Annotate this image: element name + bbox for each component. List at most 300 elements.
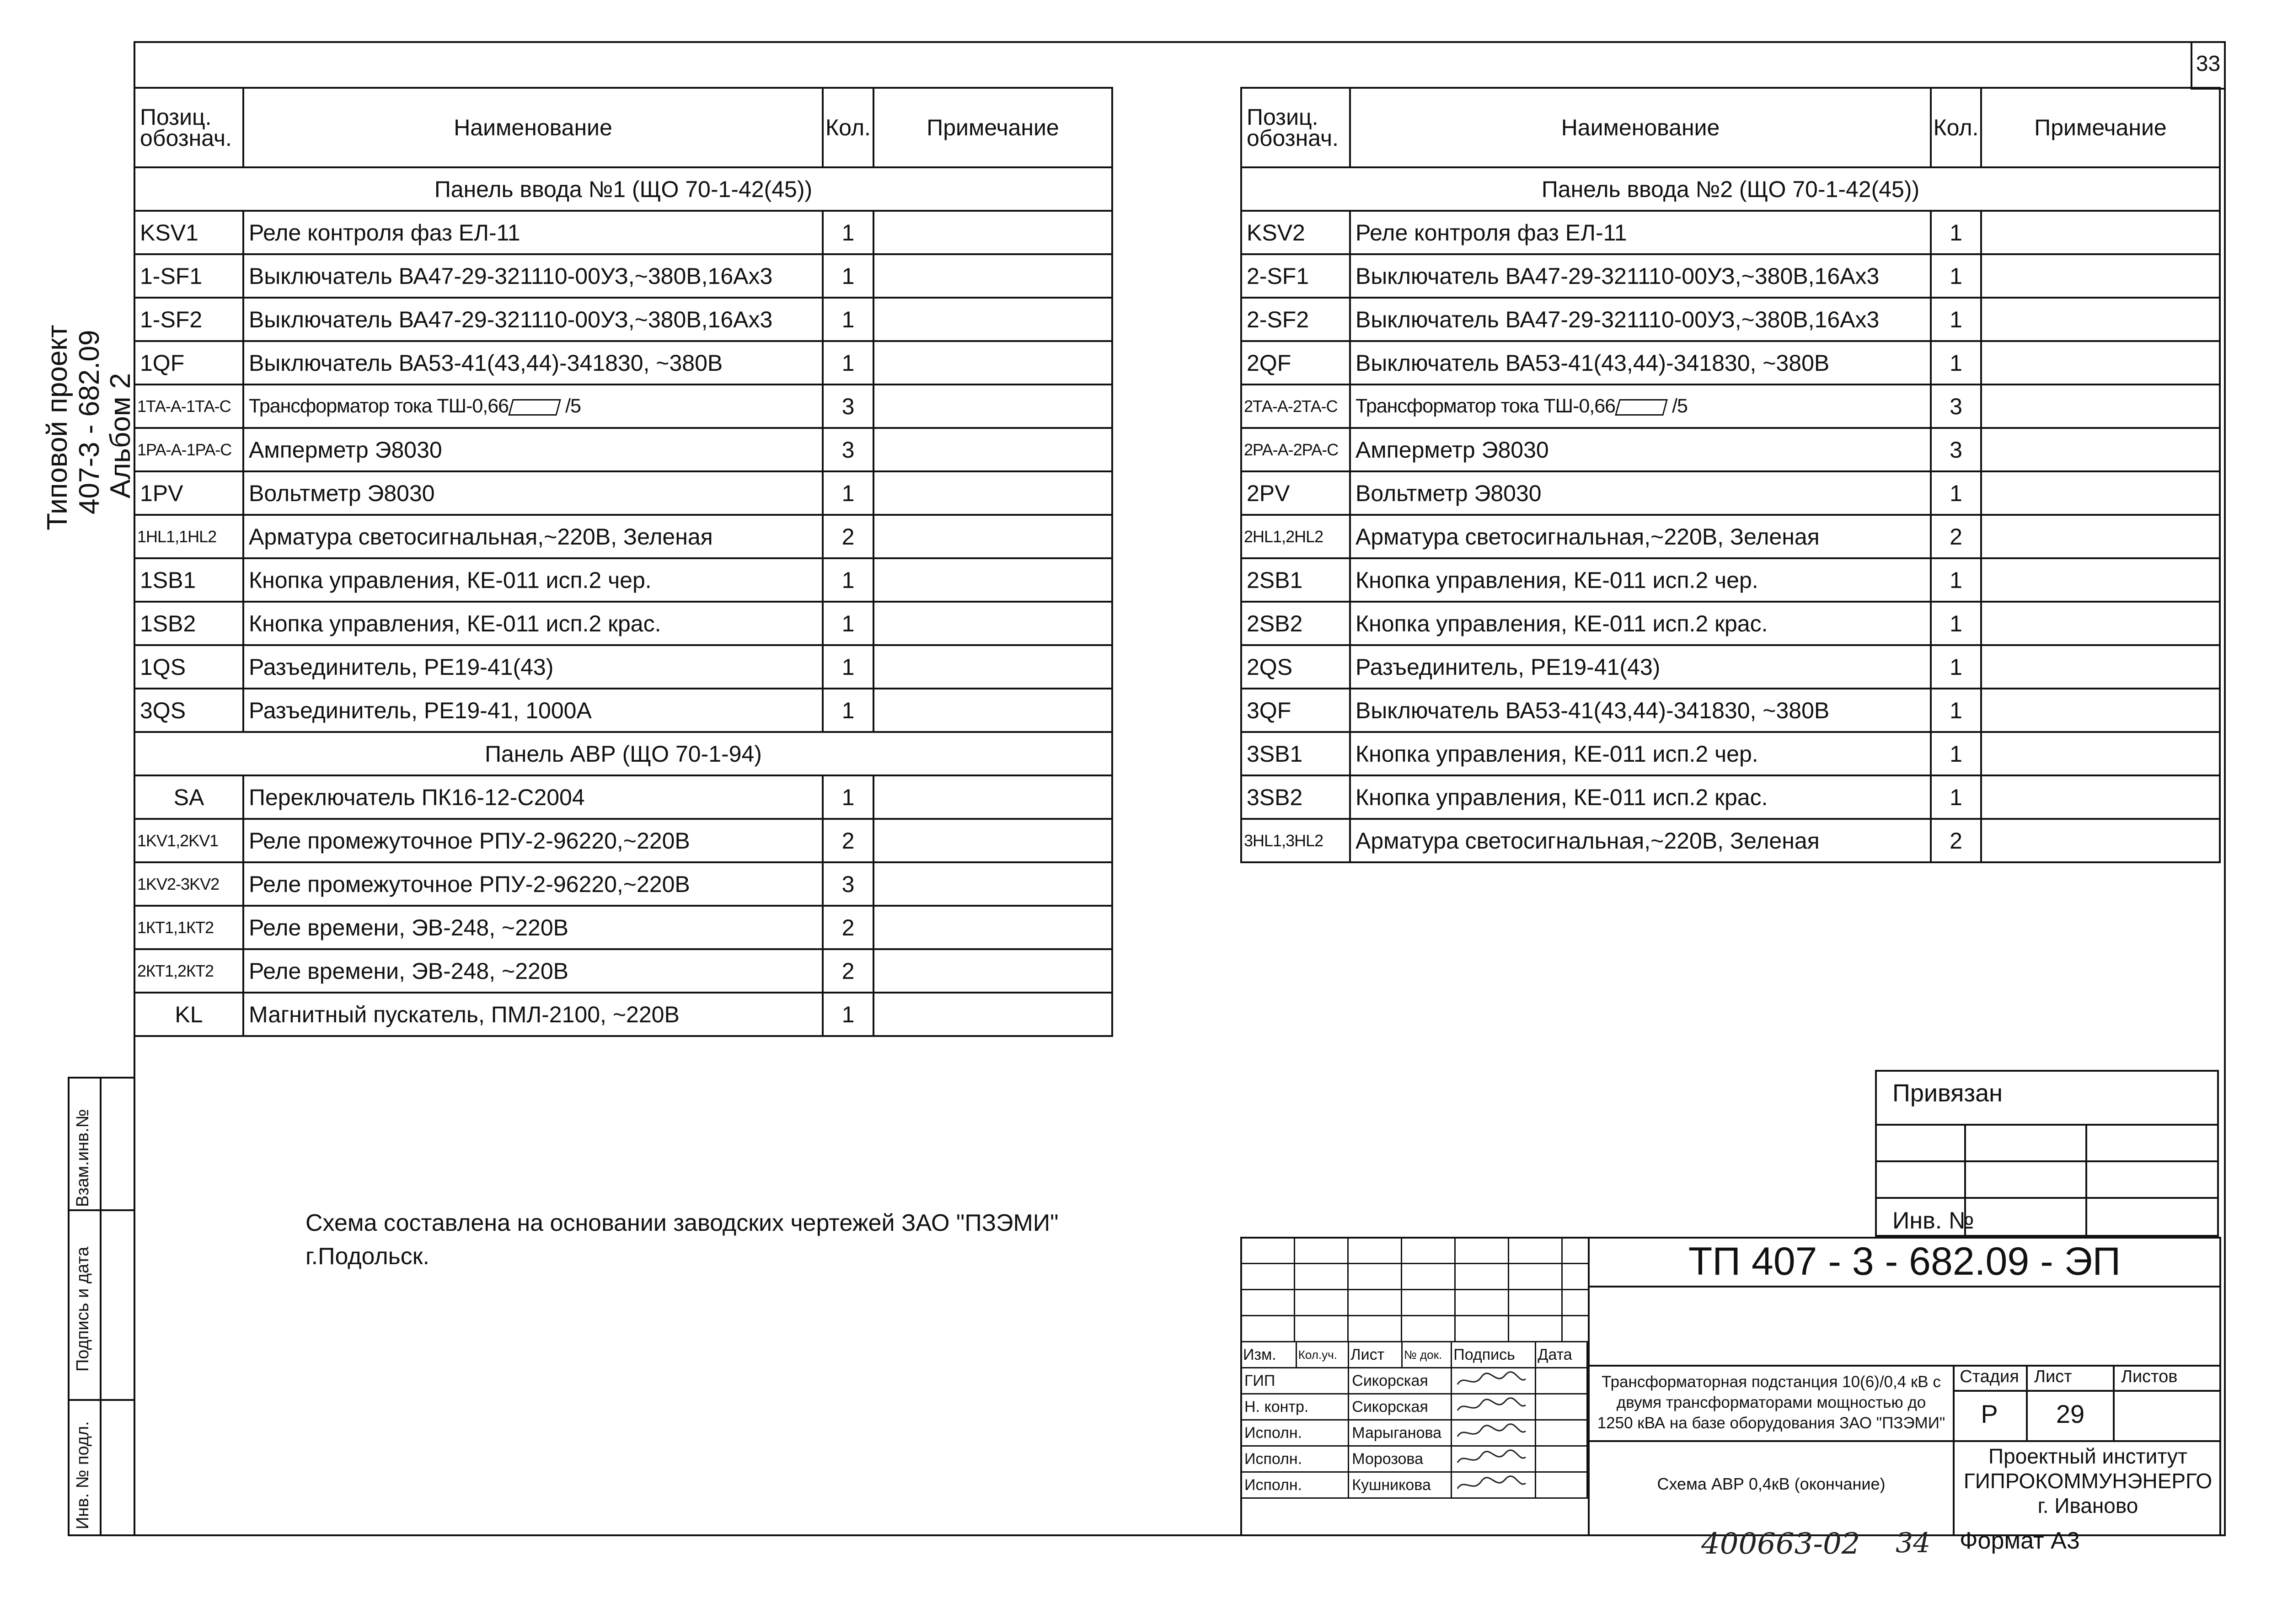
sheet-number: 33: [2196, 52, 2221, 76]
position-cell: 3QS: [134, 689, 243, 732]
title-col-headers: [1241, 1342, 1587, 1368]
table-row: [1241, 558, 2220, 602]
name-cell: Кнопка управления, КЕ-011 исп.2 крас.: [1350, 775, 1931, 819]
note-cell: [873, 428, 1112, 471]
revision-cell: [1241, 1264, 1295, 1290]
note-cell: [873, 862, 1112, 906]
role-cell: Исполн.: [1241, 1472, 1349, 1498]
position-cell: 2PV: [1241, 471, 1350, 515]
quantity-cell: 1: [1931, 341, 1981, 385]
handwritten-signature-icon: [1455, 1397, 1528, 1417]
privyazan-inv: Инв. №: [1892, 1207, 1974, 1234]
quantity-cell: 1: [1931, 211, 1981, 254]
footer-format: Формат А3: [1960, 1528, 2080, 1554]
section-row: [134, 732, 1112, 775]
name-cell: Вольтметр Э8030: [243, 471, 823, 515]
title-col-header: Лист: [1349, 1342, 1402, 1368]
sheet-value: 29: [2056, 1400, 2085, 1428]
org-line3: г. Иваново: [2037, 1494, 2138, 1517]
blank-field: [508, 399, 561, 416]
table-row: [134, 645, 1112, 689]
quantity-cell: 1: [823, 471, 873, 515]
revision-cell: [1509, 1316, 1562, 1342]
title-col-header: Дата: [1536, 1342, 1587, 1368]
note-cell: [873, 602, 1112, 645]
privyazan-title: Привязан: [1892, 1079, 2003, 1107]
org-block: [1955, 1444, 2221, 1518]
table-row: [134, 819, 1112, 862]
name-cell: Реле времени, ЭВ-248, ~220В: [243, 949, 823, 993]
table-row: [134, 341, 1112, 385]
name-cell: Выключатель ВА47-29-321110-00УЗ,~380В,16Ах3: [1350, 298, 1931, 341]
table-row: [1241, 298, 2220, 341]
note-cell: [873, 906, 1112, 949]
quantity-cell: 1: [1931, 775, 1981, 819]
table-row: [134, 775, 1112, 819]
note-cell: [1981, 515, 2220, 558]
position-cell: 3SB1: [1241, 732, 1350, 775]
revision-cell: [1562, 1264, 1589, 1290]
privyazan-vline2: [2085, 1124, 2087, 1237]
note-cell: [1981, 819, 2220, 862]
note-cell: [1981, 732, 2220, 775]
position-cell: KSV2: [1241, 211, 1350, 254]
left-margin-divider: [100, 1077, 102, 1536]
quantity-cell: 1: [1931, 558, 1981, 602]
table-row: [1241, 471, 2220, 515]
title-col-header: Подпись: [1452, 1342, 1536, 1368]
quantity-cell: 1: [823, 689, 873, 732]
header-note: Примечание: [1981, 88, 2220, 167]
section-row: [1241, 167, 2220, 211]
table-row: [1241, 254, 2220, 298]
quantity-cell: 3: [1931, 428, 1981, 471]
position-cell: 1SB2: [134, 602, 243, 645]
quantity-cell: 1: [1931, 689, 1981, 732]
note-cell: [1981, 428, 2220, 471]
note-cell: [1981, 775, 2220, 819]
side-stamp-line3: Альбом 2: [105, 373, 136, 498]
org-line2: ГИПРОКОММУНЭНЕРГО: [1963, 1469, 2213, 1493]
handwritten-signature-icon: [1455, 1475, 1528, 1495]
position-cell: 3HL1,3HL2: [1241, 819, 1350, 862]
table-row: [1241, 689, 2220, 732]
signature-cell: [1452, 1472, 1536, 1498]
note-cell: [873, 993, 1112, 1036]
revision-cell: [1509, 1238, 1562, 1264]
note-cell: [1981, 689, 2220, 732]
person-name-cell: Сикорская: [1349, 1368, 1452, 1394]
role-cell: ГИП: [1241, 1368, 1349, 1394]
header-qty: Кол.: [823, 88, 873, 167]
name-text: Трансформатор тока ТШ-0,66: [249, 395, 509, 417]
name-cell: Кнопка управления, КЕ-011 исп.2 чер.: [243, 558, 823, 602]
revision-cell: [1241, 1316, 1295, 1342]
note-cell: [873, 341, 1112, 385]
table-row: [134, 862, 1112, 906]
name-text: Трансформатор тока ТШ-0,66: [1355, 395, 1616, 417]
note-line2: г.Подольск.: [305, 1243, 429, 1270]
revision-cell: [1455, 1316, 1509, 1342]
note-cell: [873, 949, 1112, 993]
quantity-cell: 1: [823, 993, 873, 1036]
footer-handwritten-code: 400663-02: [1701, 1527, 1860, 1561]
name-cell: Реле времени, ЭВ-248, ~220В: [243, 906, 823, 949]
table-row: [134, 428, 1112, 471]
note-cell: [1981, 645, 2220, 689]
table-row: [134, 298, 1112, 341]
position-cell: SA: [134, 775, 243, 819]
revision-cell: [1509, 1264, 1562, 1290]
table-row: [134, 993, 1112, 1036]
title-block-grid: [1240, 1237, 1589, 1342]
person-name-cell: Марыганова: [1349, 1420, 1452, 1446]
revision-row: [1241, 1290, 1589, 1316]
title-col-header: № док.: [1402, 1342, 1451, 1368]
note-cell: [1981, 385, 2220, 428]
revision-cell: [1402, 1264, 1455, 1290]
left-spec-table: [134, 87, 1113, 1037]
title-block-vline-a: [1588, 1237, 1590, 1536]
revision-cell: [1562, 1238, 1589, 1264]
table-row: [134, 558, 1112, 602]
privyazan-hline1: [1875, 1124, 2219, 1126]
quantity-cell: 1: [823, 341, 873, 385]
table-row: [134, 689, 1112, 732]
role-cell: Н. контр.: [1241, 1394, 1349, 1420]
date-cell: [1536, 1420, 1587, 1446]
position-cell: 1SB1: [134, 558, 243, 602]
quantity-cell: 2: [823, 949, 873, 993]
revision-cell: [1455, 1264, 1509, 1290]
quantity-cell: 2: [1931, 515, 1981, 558]
name-cell: Вольтметр Э8030: [1350, 471, 1931, 515]
name-cell: Амперметр Э8030: [243, 428, 823, 471]
position-cell: 1ТА-А-1ТА-С: [134, 385, 243, 428]
revision-cell: [1295, 1316, 1348, 1342]
left-margin-hline1: [68, 1209, 135, 1211]
signature-cell: [1452, 1394, 1536, 1420]
handwritten-signature-icon: [1455, 1449, 1528, 1469]
quantity-cell: 3: [823, 862, 873, 906]
table-row: [134, 254, 1112, 298]
role-cell: Исполн.: [1241, 1446, 1349, 1472]
sheet-label: Лист: [2034, 1367, 2072, 1386]
position-cell: 1HL1,1HL2: [134, 515, 243, 558]
section-row: [134, 167, 1112, 211]
note-cell: [1981, 254, 2220, 298]
signatory-row: [1241, 1368, 1587, 1394]
signatory-row: [1241, 1420, 1587, 1446]
header-pos-line2: обознач.: [140, 125, 232, 151]
position-cell: 2SB1: [1241, 558, 1350, 602]
position-cell: 1КТ1,1КТ2: [134, 906, 243, 949]
revision-cell: [1402, 1316, 1455, 1342]
project-title-line1: Трансформаторная подстанция 10(6)/0,4 кВ с: [1602, 1373, 1941, 1391]
table-row: [134, 949, 1112, 993]
handwritten-signature-icon: [1455, 1371, 1528, 1391]
table-row: [1241, 211, 2220, 254]
margin-vzam: Взам.инв.№: [73, 1109, 92, 1207]
position-cell: 1PV: [134, 471, 243, 515]
quantity-cell: 2: [823, 906, 873, 949]
project-title-line3: 1250 кВА на базе оборудования ЗАО "ПЗЭМИ": [1597, 1414, 1945, 1432]
table-row: [1241, 385, 2220, 428]
revision-cell: [1295, 1238, 1348, 1264]
revision-row: [1241, 1264, 1589, 1290]
position-cell: KL: [134, 993, 243, 1036]
name-cell: Кнопка управления, КЕ-011 исп.2 чер.: [1350, 558, 1931, 602]
position-cell: 2-SF2: [1241, 298, 1350, 341]
note-cell: [873, 211, 1112, 254]
note-cell: [1981, 602, 2220, 645]
table-row: [1241, 341, 2220, 385]
quantity-cell: 1: [823, 211, 873, 254]
revision-cell: [1348, 1290, 1402, 1316]
name-cell: Реле контроля фаз ЕЛ-11: [243, 211, 823, 254]
position-cell: 3SB2: [1241, 775, 1350, 819]
signature-cell: [1452, 1368, 1536, 1394]
table-row: [134, 385, 1112, 428]
quantity-cell: 3: [823, 385, 873, 428]
quantity-cell: 1: [823, 254, 873, 298]
position-cell: 1-SF1: [134, 254, 243, 298]
note-cell: [873, 298, 1112, 341]
doc-code-hline: [1588, 1286, 2221, 1287]
revision-cell: [1455, 1290, 1509, 1316]
header-qty: Кол.: [1931, 88, 1981, 167]
header-pos-line1: Позиц.: [140, 104, 212, 130]
name-cell: Магнитный пускатель, ПМЛ-2100, ~220В: [243, 993, 823, 1036]
right-spec-table: [1240, 87, 2221, 863]
header-name: Наименование: [1350, 88, 1931, 167]
note-cell: [873, 471, 1112, 515]
note-cell: [873, 819, 1112, 862]
position-cell: 1QF: [134, 341, 243, 385]
revision-cell: [1402, 1290, 1455, 1316]
org-line1: Проектный институт: [1988, 1444, 2187, 1468]
name-cell: Выключатель ВА53-41(43,44)-341830, ~380В: [1350, 689, 1931, 732]
header-pos: [134, 88, 243, 167]
header-pos-line2: обознач.: [1247, 125, 1339, 151]
position-cell: 1QS: [134, 645, 243, 689]
note-cell: [873, 558, 1112, 602]
name-cell: Разъединитель, РЕ19-41, 1000А: [243, 689, 823, 732]
side-stamp-line1: Типовой проект: [42, 325, 73, 530]
stage-value: Р: [1981, 1400, 1998, 1428]
note-cell: [1981, 211, 2220, 254]
revision-cell: [1241, 1290, 1295, 1316]
revision-cell: [1348, 1264, 1402, 1290]
quantity-cell: 1: [1931, 471, 1981, 515]
note-cell: [873, 385, 1112, 428]
name-cell: Кнопка управления, КЕ-011 исп.2 крас.: [243, 602, 823, 645]
date-cell: [1536, 1446, 1587, 1472]
quantity-cell: 1: [1931, 732, 1981, 775]
name-cell: Выключатель ВА53-41(43,44)-341830, ~380В: [243, 341, 823, 385]
note-cell: [873, 515, 1112, 558]
position-cell: 1KV1,2KV1: [134, 819, 243, 862]
position-cell: 2SB2: [1241, 602, 1350, 645]
name-cell: Реле контроля фаз ЕЛ-11: [1350, 211, 1931, 254]
revision-cell: [1295, 1264, 1348, 1290]
name-suffix: /5: [1672, 395, 1688, 417]
table-row: [1241, 515, 2220, 558]
name-cell: Разъединитель, РЕ19-41(43): [243, 645, 823, 689]
footer-handwritten-number: 34: [1896, 1527, 1931, 1559]
side-stamp-line2: 407-3 - 682.09: [74, 330, 105, 514]
note-cell: [1981, 341, 2220, 385]
note-cell: [873, 645, 1112, 689]
title-block-hline-org: [1588, 1440, 2221, 1442]
margin-podpis: Подпись и дата: [73, 1246, 92, 1372]
table-row: [134, 211, 1112, 254]
position-cell: 2QF: [1241, 341, 1350, 385]
quantity-cell: 1: [823, 298, 873, 341]
quantity-cell: 1: [823, 602, 873, 645]
project-title-line2: двумя трансформаторами мощностью до: [1616, 1394, 1926, 1411]
quantity-cell: 3: [823, 428, 873, 471]
signature-cell: [1452, 1446, 1536, 1472]
table-row: [134, 515, 1112, 558]
name-cell: Выключатель ВА53-41(43,44)-341830, ~380В: [1350, 341, 1931, 385]
title-block-hline-mid: [1588, 1365, 2221, 1367]
name-cell: Арматура светосигнальная,~220В, Зеленая: [243, 515, 823, 558]
quantity-cell: 1: [823, 775, 873, 819]
position-cell: 2QS: [1241, 645, 1350, 689]
revision-cell: [1562, 1290, 1589, 1316]
signatory-row: [1241, 1446, 1587, 1472]
revision-row: [1241, 1238, 1589, 1264]
signature-grid: [1240, 1341, 1588, 1499]
name-cell: Амперметр Э8030: [1350, 428, 1931, 471]
person-name-cell: Морозова: [1349, 1446, 1452, 1472]
position-cell: 2HL1,2HL2: [1241, 515, 1350, 558]
date-cell: [1536, 1394, 1587, 1420]
privyazan-hline2: [1875, 1160, 2219, 1162]
name-cell: Реле промежуточное РПУ-2-96220,~220В: [243, 862, 823, 906]
table-row: [134, 471, 1112, 515]
quantity-cell: 1: [1931, 254, 1981, 298]
project-title: [1591, 1372, 1952, 1433]
table-row: [134, 906, 1112, 949]
header-note: Примечание: [873, 88, 1112, 167]
privyazan-hline3: [1875, 1197, 2219, 1199]
header-pos: [1241, 88, 1350, 167]
note-cell: [873, 775, 1112, 819]
quantity-cell: 1: [1931, 602, 1981, 645]
doc-code: ТП 407 - 3 - 682.09 - ЭП: [1688, 1239, 2121, 1283]
revision-cell: [1295, 1290, 1348, 1316]
table-row: [1241, 732, 2220, 775]
role-cell: Исполн.: [1241, 1420, 1349, 1446]
table-row: [134, 602, 1112, 645]
date-cell: [1536, 1368, 1587, 1394]
position-cell: 2РА-А-2РА-С: [1241, 428, 1350, 471]
signatory-row: [1241, 1394, 1587, 1420]
position-cell: KSV1: [134, 211, 243, 254]
person-name-cell: Кушникова: [1349, 1472, 1452, 1498]
section-title: Панель ввода №1 (ЩО 70-1-42(45)): [134, 167, 1112, 211]
note-cell: [1981, 471, 2220, 515]
name-cell: Кнопка управления, КЕ-011 исп.2 крас.: [1350, 602, 1931, 645]
signatory-row: [1241, 1472, 1587, 1498]
position-cell: 2КТ1,2КТ2: [134, 949, 243, 993]
revision-cell: [1348, 1316, 1402, 1342]
note-cell: [1981, 558, 2220, 602]
quantity-cell: 1: [823, 645, 873, 689]
note-line1: Схема составлена на основании заводских чертежей ЗАО "ПЗЭМИ": [305, 1210, 1059, 1236]
name-cell: Арматура светосигнальная,~220В, Зеленая: [1350, 819, 1931, 862]
table-row: [1241, 775, 2220, 819]
position-cell: 1KV2-3KV2: [134, 862, 243, 906]
revision-row: [1241, 1316, 1589, 1342]
revision-cell: [1562, 1316, 1589, 1342]
position-cell: 1-SF2: [134, 298, 243, 341]
section-title: Панель АВР (ЩО 70-1-94): [134, 732, 1112, 775]
table-row: [1241, 819, 2220, 862]
sheets-label: Листов: [2121, 1367, 2178, 1386]
name-cell: [1350, 385, 1931, 428]
left-table-header: [134, 88, 1112, 167]
title-col-header: Изм.: [1241, 1342, 1297, 1368]
left-margin-hline2: [68, 1399, 135, 1401]
quantity-cell: 1: [823, 558, 873, 602]
name-cell: Арматура светосигнальная,~220В, Зеленая: [1350, 515, 1931, 558]
name-cell: Выключатель ВА47-29-321110-00УЗ,~380В,16Ах3: [243, 254, 823, 298]
note-cell: [1981, 298, 2220, 341]
quantity-cell: 3: [1931, 385, 1981, 428]
revision-cell: [1455, 1238, 1509, 1264]
stage-label: Стадия: [1960, 1367, 2019, 1386]
quantity-cell: 1: [1931, 645, 1981, 689]
position-cell: 2ТА-А-2ТА-С: [1241, 385, 1350, 428]
revision-cell: [1402, 1238, 1455, 1264]
name-cell: [243, 385, 823, 428]
title-col-header: Кол.уч.: [1296, 1342, 1349, 1368]
name-cell: Выключатель ВА47-29-321110-00УЗ,~380В,16Ах3: [1350, 254, 1931, 298]
position-cell: 2-SF1: [1241, 254, 1350, 298]
header-pos-line1: Позиц.: [1247, 104, 1318, 130]
revision-cell: [1509, 1290, 1562, 1316]
quantity-cell: 2: [823, 819, 873, 862]
date-cell: [1536, 1472, 1587, 1498]
table-row: [1241, 602, 2220, 645]
name-cell: Выключатель ВА47-29-321110-00УЗ,~380В,16Ах3: [243, 298, 823, 341]
header-name: Наименование: [243, 88, 823, 167]
blank-field: [1615, 399, 1668, 416]
table-row: [1241, 428, 2220, 471]
quantity-cell: 2: [1931, 819, 1981, 862]
sheet-title: Схема АВР 0,4кВ (окончание): [1657, 1474, 1886, 1493]
name-suffix: /5: [565, 395, 581, 417]
stage-hline1: [1953, 1390, 2221, 1392]
handwritten-signature-icon: [1455, 1423, 1528, 1443]
note-cell: [873, 689, 1112, 732]
quantity-cell: 2: [823, 515, 873, 558]
signature-cell: [1452, 1420, 1536, 1446]
person-name-cell: Сикорская: [1349, 1394, 1452, 1420]
section-title: Панель ввода №2 (ЩО 70-1-42(45)): [1241, 167, 2220, 211]
revision-cell: [1241, 1238, 1295, 1264]
position-cell: 3QF: [1241, 689, 1350, 732]
revision-cell: [1348, 1238, 1402, 1264]
name-cell: Реле промежуточное РПУ-2-96220,~220В: [243, 819, 823, 862]
name-cell: Разъединитель, РЕ19-41(43): [1350, 645, 1931, 689]
table-row: [1241, 645, 2220, 689]
note-cell: [873, 254, 1112, 298]
position-cell: 1РА-А-1РА-С: [134, 428, 243, 471]
